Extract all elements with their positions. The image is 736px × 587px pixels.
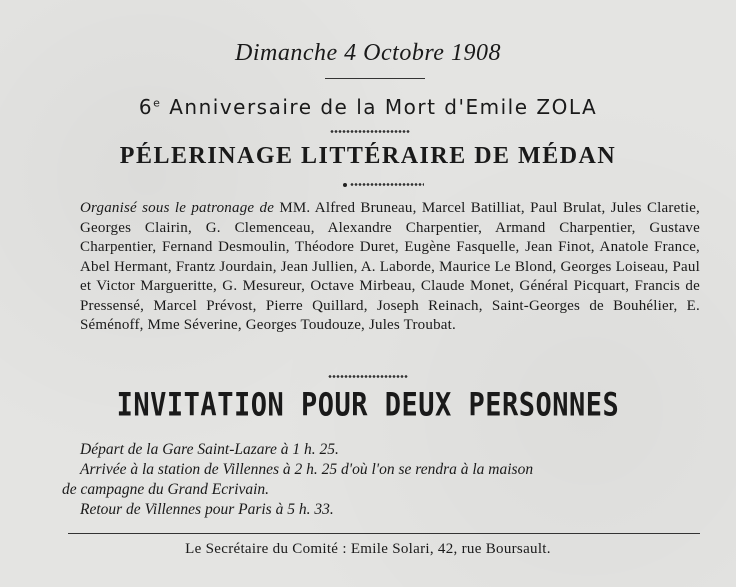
- ornament-rule-bottom: [328, 374, 408, 379]
- schedule-return: Retour de Villennes pour Paris à 5 h. 33.: [80, 501, 334, 518]
- anniversary-text: Anniversaire de la Mort d'Emile ZOLA: [161, 95, 598, 119]
- ornament-dot: [343, 183, 347, 187]
- date-underline: [325, 78, 425, 79]
- patronage-names: MM. Alfred Bruneau, Marcel Batilliat, Paul Brulat, Jules Claretie, Georges Clairin, G. Clemenceau, Alexandre Charpentier, Armand Charpentier, Gustave Charpentier, Fernand Desmoulin, Théodore Duret, Eugène Fasquelle, Jean Finot, Anatole France, Abel Hermant, Frantz Jourdain, Jean Jullien, A. Laborde, Maurice Le Blond, Georges Loiseau, Paul et Victor Margueritte, G. Mesureur, Octave Mirbeau, Claude Monet, Général Picquart, Francis de Pressensé, Marcel Prévost, Pierre Quillard, Joseph Reinach, Saint-Georges de Bouhélier, E. Séménoff, Mme Séverine, Georges Toudouze, Jules Troubat.: [80, 200, 700, 333]
- invitation-title: INVITATION POUR DEUX PERSONNES: [116, 386, 620, 425]
- schedule-departure: Départ de la Gare Saint-Lazare à 1 h. 25.: [80, 441, 339, 458]
- patronage-paragraph: [80, 199, 700, 336]
- secretary-note: Le Secrétaire du Comité : Emile Solari, 42, rue Boursault.: [185, 541, 551, 557]
- anniversary-heading: [0, 95, 736, 119]
- ornament-rule-middle: [350, 182, 424, 187]
- pilgrimage-title: PÉLERINAGE LITTÉRAIRE DE MÉDAN: [119, 143, 617, 169]
- patronage-intro: Organisé sous le patronage de: [80, 200, 275, 216]
- anniversary-superscript: e: [153, 96, 162, 110]
- ornament-rule-top: [330, 129, 410, 134]
- event-date: Dimanche 4 Octobre 1908: [235, 40, 501, 66]
- schedule-arrival-cont: de campagne du Grand Ecrivain.: [62, 481, 270, 498]
- anniversary-number: 6: [138, 95, 154, 119]
- footer-rule: [68, 533, 700, 534]
- schedule-arrival: Arrivée à la station de Villennes à 2 h. 25 d'où l'on se rendra à la maison: [80, 461, 534, 478]
